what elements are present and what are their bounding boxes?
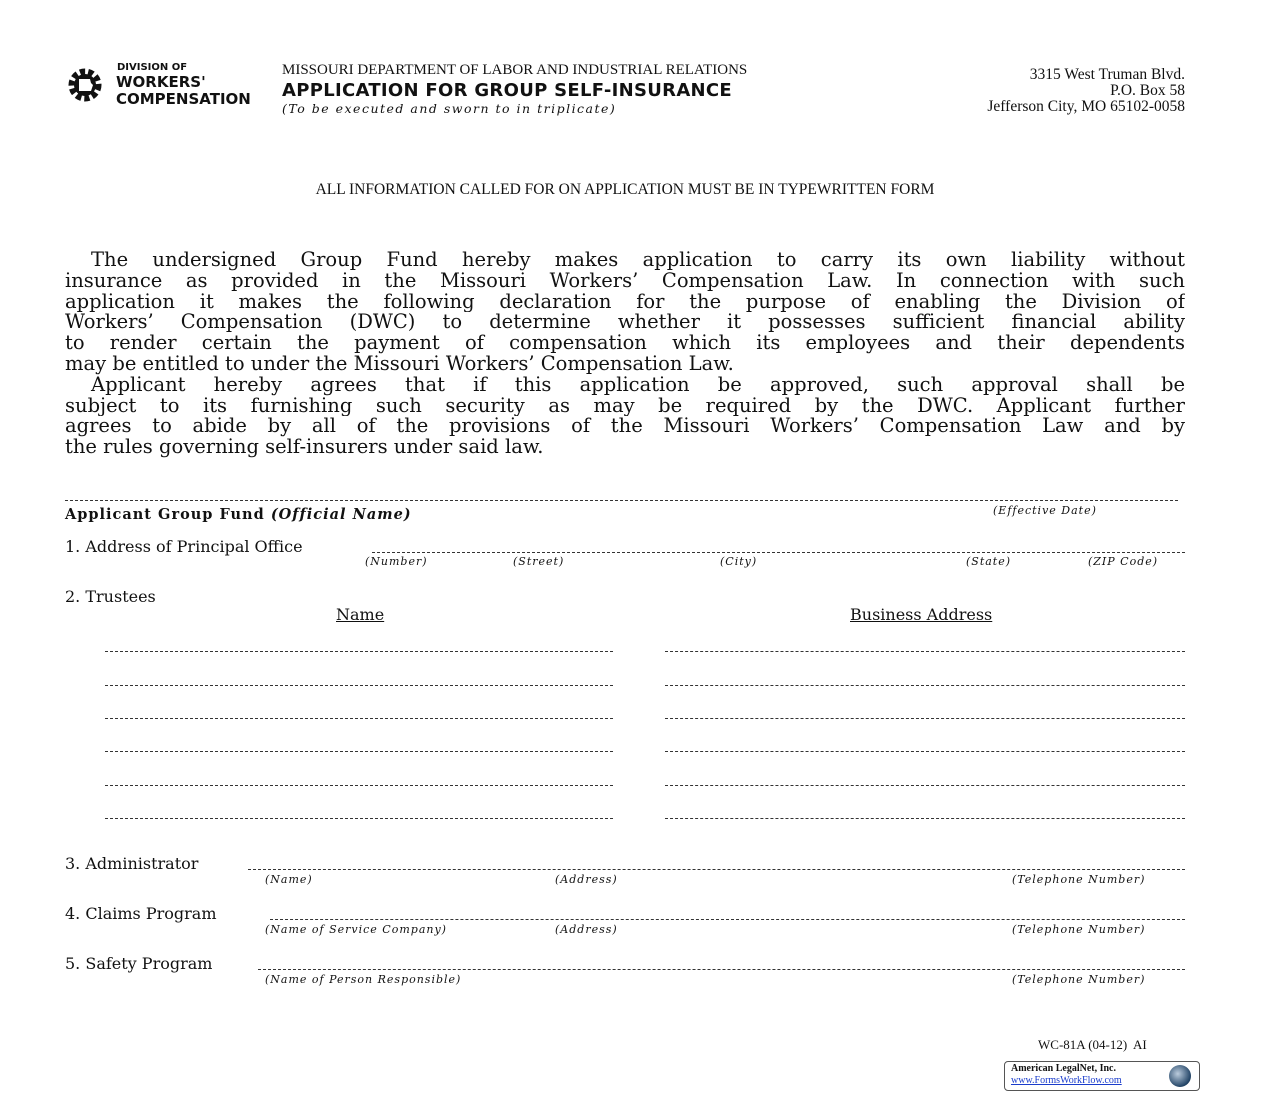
subtitle: (To be executed and sworn to in triplicate) (282, 101, 617, 116)
paragraph-line: subject to its furnishing such security as may be required by the DWC. Applicant further (65, 395, 1185, 417)
trustee-address-line[interactable] (665, 651, 1185, 652)
paragraph-line: insurance as provided in the Missouri Workers’ Compensation Law. In connection with such (65, 270, 1185, 292)
paragraph-line: Workers’ Compensation (DWC) to determine whether it possesses sufficient financial ability (65, 312, 1185, 334)
applicant-label (65, 507, 412, 523)
trustee-name-line[interactable] (105, 751, 613, 752)
trustee-name-line[interactable] (105, 785, 613, 786)
item2-label: 2. Trustees (65, 587, 156, 606)
item5-label: 5. Safety Program (65, 954, 213, 973)
claims-program-line[interactable] (270, 919, 1185, 920)
claims-address-label: (Address) (555, 923, 618, 936)
admin-phone-label: (Telephone Number) (1012, 873, 1146, 886)
claims-company-label: (Name of Service Company) (265, 923, 447, 936)
trustee-address-line[interactable] (665, 785, 1185, 786)
label-city: (City) (720, 555, 758, 568)
item1-label: 1. Address of Principal Office (65, 537, 303, 556)
safety-phone-label: (Telephone Number) (1012, 973, 1146, 986)
label-state: (State) (966, 555, 1012, 568)
claims-phone-label: (Telephone Number) (1012, 923, 1146, 936)
paragraph-line: may be entitled to under the Missouri Workers’ Compensation Law. (65, 353, 734, 375)
label-zip: (ZIP Code) (1088, 555, 1159, 568)
typewritten-notice: ALL INFORMATION CALLED FOR ON APPLICATION MUST BE IN TYPEWRITTEN FORM (315, 181, 935, 198)
trustee-name-line[interactable] (105, 818, 613, 819)
label-number: (Number) (365, 555, 428, 568)
applicant-name-line[interactable] (65, 500, 1178, 501)
item3-label: 3. Administrator (65, 854, 199, 873)
department: MISSOURI DEPARTMENT OF LABOR AND INDUSTRIAL RELATIONS (282, 62, 748, 78)
globe-icon (1169, 1065, 1191, 1087)
administrator-line[interactable] (248, 869, 1185, 870)
vendor-url[interactable]: www.FormsWorkFlow.com (1011, 1075, 1122, 1086)
logo-text-1: DIVISION OF (117, 62, 188, 73)
admin-address-label: (Address) (555, 873, 618, 886)
vendor-badge[interactable] (1004, 1061, 1200, 1091)
safety-person-label: (Name of Person Responsible) (265, 973, 462, 986)
paragraph-line: The undersigned Group Fund hereby makes application to carry its own liability without (91, 250, 1185, 271)
logo-text-3: COMPENSATION (116, 90, 251, 108)
admin-name-label: (Name) (265, 873, 313, 886)
vendor-name: American LegalNet, Inc. (1011, 1063, 1116, 1074)
gear-logo-icon (62, 68, 108, 102)
declaration-paragraph (65, 250, 1185, 458)
safety-program-line[interactable] (258, 969, 1185, 970)
paragraph-line: agrees to abide by all of the provisions of the Missouri Workers’ Compensation Law and by (65, 416, 1185, 438)
address-street: 3315 West Truman Blvd. (1029, 66, 1185, 83)
paragraph-line: the rules governing self-insurers under said law. (65, 437, 544, 458)
address-city: Jefferson City, MO 65102-0058 (987, 98, 1185, 115)
trustee-address-line[interactable] (665, 751, 1185, 752)
applicant-label-italic: (Official Name) (270, 506, 412, 523)
effective-date-label: (Effective Date) (993, 504, 1097, 517)
address-po: P.O. Box 58 (1110, 82, 1185, 99)
label-street: (Street) (513, 555, 565, 568)
trustee-address-line[interactable] (665, 818, 1185, 819)
agency-address (987, 67, 1185, 115)
trustee-name-header: Name (336, 605, 385, 624)
item4-label: 4. Claims Program (65, 904, 217, 923)
paragraph-line: Applicant hereby agrees that if this application be approved, such approval shall be (91, 374, 1185, 396)
trustee-name-line[interactable] (105, 651, 613, 652)
trustee-address-line[interactable] (665, 718, 1185, 719)
paragraph-line: application it makes the following declaration for the purpose of enabling the Division of (65, 291, 1185, 313)
page-title: APPLICATION FOR GROUP SELF-INSURANCE (282, 80, 733, 101)
trustee-name-line[interactable] (105, 718, 613, 719)
form-number: WC-81A (04-12) AI (1038, 1037, 1147, 1052)
trustee-name-line[interactable] (105, 685, 613, 686)
trustee-address-line[interactable] (665, 685, 1185, 686)
logo-text-2: WORKERS' (116, 73, 206, 91)
applicant-label-text: Applicant Group Fund (65, 506, 265, 523)
trustee-address-header: Business Address (850, 605, 993, 624)
principal-office-line[interactable] (372, 552, 1185, 553)
paragraph-line: to render certain the payment of compensation which its employees and their dependents (65, 333, 1185, 354)
